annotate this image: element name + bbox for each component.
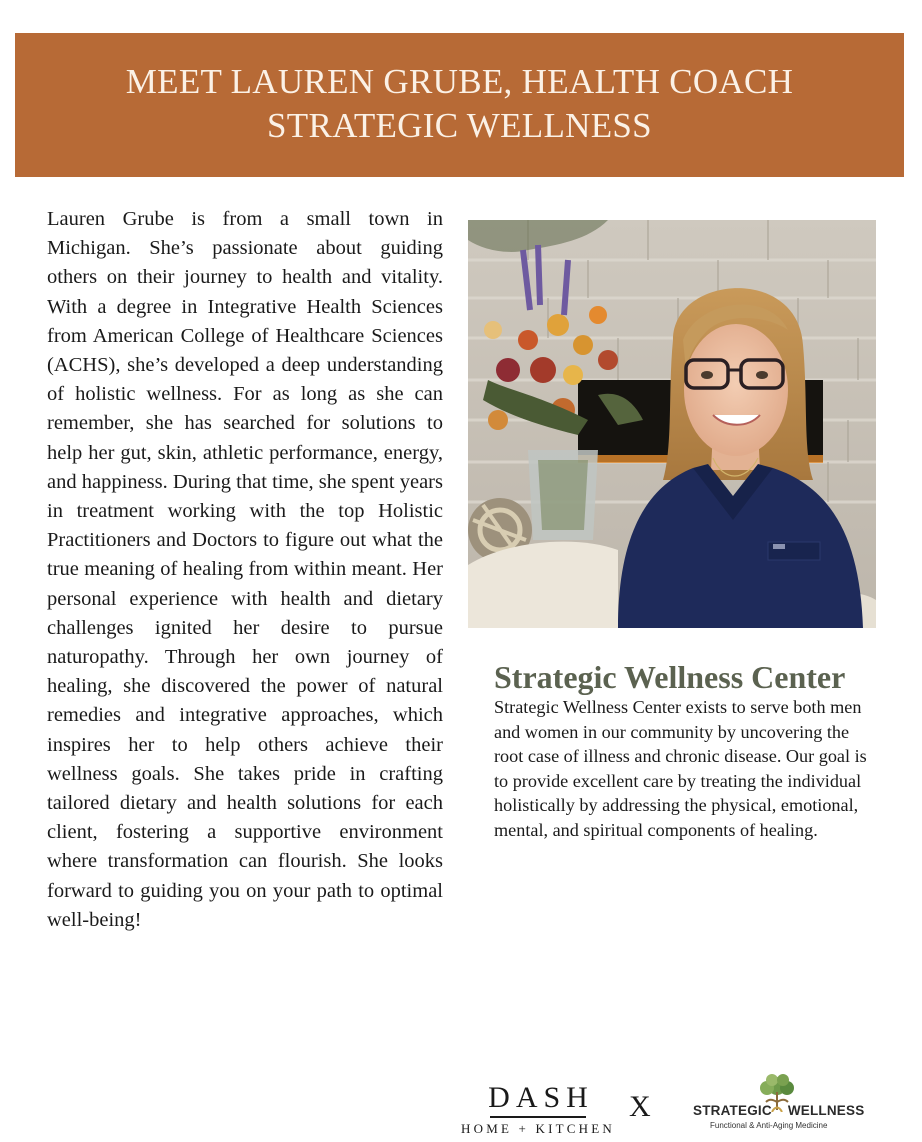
profile-photo [468, 220, 876, 628]
dash-logo-rule [490, 1116, 586, 1118]
strategic-wellness-logo [690, 1072, 870, 1136]
strategic-wellness-tagline: Functional & Anti-Aging Medicine [710, 1121, 828, 1130]
wordmark-right: WELLNESS [787, 1103, 865, 1118]
banner-title-line-2: STRATEGIC WELLNESS [267, 106, 652, 145]
collaboration-x: X [629, 1090, 651, 1123]
strategic-wellness-wordmark [693, 1103, 869, 1118]
banner-title-line-1: MEET LAUREN GRUBE, HEALTH COACH [125, 62, 794, 101]
bio-paragraph: Lauren Grube is from a small town in Michigan. She’s passionate about guiding others on their journey to health and vitality. With a degree in Integrative Health Sciences from American College of Healthcare Sciences (ACHS), she’s developed a deep understanding of holistic wellness. For as long as she can remember, she has searched for solutions to help her gut, skin, athletic performance, energy, and happiness. During that time, she spent years in treatment working with the top Holistic Practitioners and Doctors to figure out what the true meaning of healing from within meant. Her personal experience with health and dietary challenges ignited her desire to pursue naturopathy. Through her own journey of healing, she discovered the power of natural remedies and integrative approaches, which inspires her to help others achieve their wellness goals. She takes pride in crafting tailored dietary and health solutions for each client, fostering a supportive environment where transformation can flourish. She looks forward to guiding you on your path to optimal well-being! [47, 208, 443, 931]
wordmark-left: STRATEGIC [693, 1103, 772, 1118]
dash-logo-word: DASH [488, 1081, 594, 1114]
dash-logo-subtitle: HOME + KITCHEN [461, 1121, 615, 1136]
center-title: Strategic Wellness Center [494, 659, 846, 695]
header-banner [15, 33, 904, 177]
center-description: Strategic Wellness Center exists to serve both men and women in our community by uncovering the root case of illness and chronic disease. Our goal is to provide excellent care by treating the individual holistically by addressing the physical, emotional, mental, and spiritual components of healing. [494, 697, 867, 840]
dash-logo [460, 1082, 616, 1137]
